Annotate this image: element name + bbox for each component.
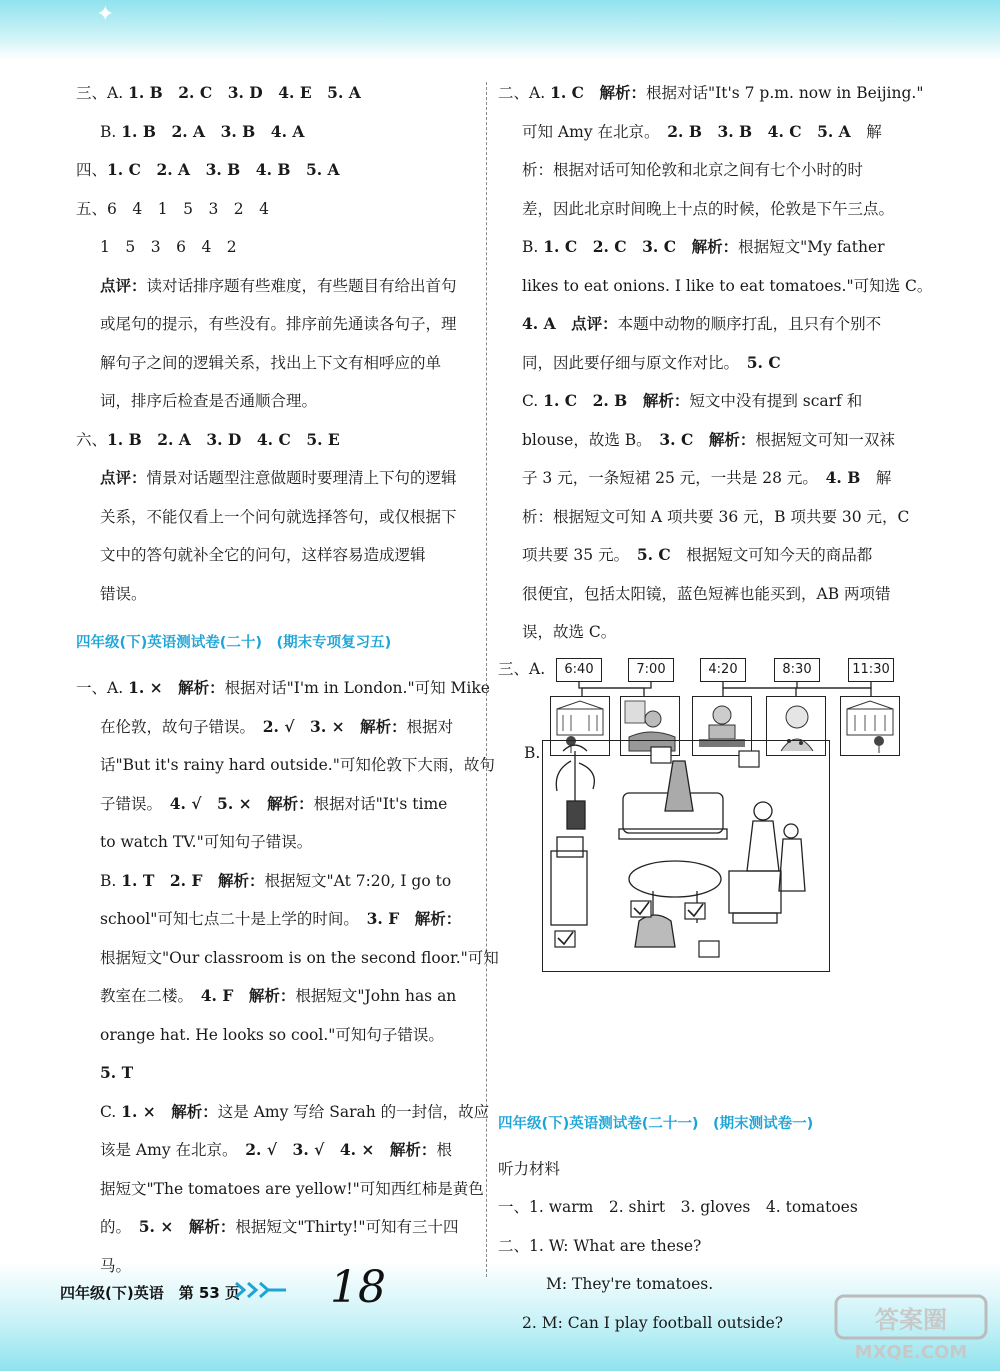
handwritten-page-number: 18 — [330, 1262, 386, 1313]
answer-line: 六、1. B 2. A 3. D 4. C 5. E — [76, 429, 340, 449]
answer-line: 话"But it's rainy hard outside."可知伦敦下大雨，故句 — [100, 756, 495, 774]
answer-line: likes to eat onions. I like to eat tomatoes."可知选 C。 — [522, 276, 933, 295]
answer-line: 很便宜，包括太阳镜，蓝色短裤也能买到，AB 两项错 — [522, 584, 891, 603]
svg-text:MXQE.COM: MXQE.COM — [854, 1342, 968, 1363]
answer-line: 2. M: Can I play football outside? — [522, 1313, 784, 1332]
answer-line: 在伦敦，故句子错误。 2. √ 3. × 解析：根据对 — [100, 716, 454, 736]
answer-line: 解句子之间的逻辑关系，找出上下文有相呼应的单 — [100, 353, 442, 372]
answer-line: 或尾句的提示，有些没有。排序前先通读各句子，理 — [100, 315, 457, 333]
answer-line: to watch TV."可知句子错误。 — [100, 833, 313, 851]
watermark-logo — [832, 1290, 992, 1364]
answer-line: M: They're tomatoes. — [546, 1275, 714, 1293]
svg-text:答案圈: 答案圈 — [875, 1306, 947, 1334]
answer-line: 二、A. 1. C 解析：根据对话"It's 7 p.m. now in Beijing." — [498, 83, 924, 102]
left-answers-block-2 — [76, 669, 499, 1285]
answer-line: 一、A. 1. × 解析：根据对话"I'm in London."可知 Mike — [76, 678, 490, 697]
time-box: 11:30 — [848, 658, 894, 682]
arrow-icon — [232, 1280, 288, 1300]
answer-line: 1 5 3 6 4 2 — [100, 238, 237, 256]
answer-line: 点评：情景对话题型注意做题时要理清上下句的逻辑 — [100, 468, 457, 487]
time-box: 6:40 — [556, 658, 602, 682]
answer-line: B. 1. C 2. C 3. C 解析：根据短文"My father — [522, 237, 885, 256]
answer-line: 析：根据对话可知伦敦和北京之间有七个小时的时 — [522, 161, 864, 179]
answer-line: 误，故选 C。 — [522, 623, 617, 641]
top-decor-band — [0, 0, 1000, 60]
section-title-20: 四年级(下)英语测试卷(二十) (期末专项复习五) — [76, 635, 392, 651]
answer-line: 子错误。 4. √ 5. × 解析：根据对话"It's time — [100, 793, 448, 813]
answer-line: blouse，故选 B。 3. C 解析：根据短文可知一双袜 — [522, 429, 895, 449]
sparkle-icon: ✦ — [96, 2, 115, 27]
right-answers-block-1 — [498, 74, 933, 652]
time-box: 4:20 — [700, 658, 746, 682]
answer-line: B. 1. B 2. A 3. B 4. A — [100, 121, 305, 141]
answer-line: 一、1. warm 2. shirt 3. gloves 4. tomatoes — [498, 1198, 858, 1216]
answer-line: 4. A 点评：本题中动物的顺序打乱，且只有个别不 — [522, 314, 882, 333]
time-box: 7:00 — [628, 658, 674, 682]
answer-line: 析：根据短文可知 A 项共要 36 元，B 项共要 30 元，C — [522, 507, 910, 526]
answer-line: B. 1. T 2. F 解析：根据短文"At 7:20, I go to — [100, 870, 452, 890]
answer-line: 三、A. 1. B 2. C 3. D 4. E 5. A — [76, 83, 361, 102]
answer-line: 的。 5. × 解析：根据短文"Thirty!"可知有三十四 — [100, 1217, 459, 1236]
answer-line: C. 1. C 2. B 解析：短文中没有提到 scarf 和 — [522, 391, 863, 410]
left-column — [76, 74, 499, 1285]
answer-line: 听力材料 — [498, 1159, 561, 1178]
figure-area — [498, 656, 894, 1094]
answer-line: school"可知七点二十是上学的时间。 3. F 解析： — [100, 909, 462, 928]
answer-line: orange hat. He looks so cool."可知句子错误。 — [100, 1025, 444, 1044]
answer-line: 马。 — [100, 1256, 132, 1275]
answer-line: 关系，不能仅看上一个问句就选择答句，或仅根据下 — [100, 507, 457, 526]
answer-line: 据短文"The tomatoes are yellow!"可知西红柿是黄色 — [100, 1179, 484, 1198]
answer-line: 二、1. W: What are these? — [498, 1236, 702, 1255]
answer-line: 5. T — [100, 1063, 134, 1082]
section-title-21: 四年级(下)英语测试卷(二十一) (期末测试卷一) — [498, 1115, 814, 1132]
answer-line: 教室在二楼。 4. F 解析：根据短文"John has an — [100, 986, 457, 1005]
answer-line: 文中的答句就补全它的问句，这样容易造成逻辑 — [100, 546, 426, 564]
room-label: B. — [524, 743, 541, 762]
answer-line: 项共要 35 元。 5. C 根据短文可知今天的商品都 — [522, 545, 873, 564]
answer-line: C. 1. × 解析：这是 Amy 写给 Sarah 的一封信，故应 — [100, 1101, 490, 1121]
left-answers-block-1 — [76, 74, 474, 613]
answer-line: 词，排序后检查是否通顺合理。 — [100, 392, 318, 410]
answer-line: 根据短文"Our classroom is on the second floor."可知 — [100, 948, 499, 967]
living-room-picture — [542, 740, 830, 972]
match-label: 三、A. — [498, 659, 546, 678]
time-box: 8:30 — [774, 658, 820, 682]
answer-line: 五、6 4 1 5 3 2 4 — [76, 199, 270, 218]
answer-line: 四、1. C 2. A 3. B 4. B 5. A — [76, 160, 340, 179]
answer-line: 点评：读对话排序题有些难度，有些题目有给出首句 — [100, 275, 457, 295]
answer-line: 可知 Amy 在北京。 2. B 3. B 4. C 5. A 解 — [522, 121, 882, 141]
answer-line: 错误。 — [100, 584, 147, 603]
picture-school-building-2 — [840, 696, 900, 756]
answer-line: 该是 Amy 在北京。 2. √ 3. √ 4. × 解析：根 — [100, 1140, 452, 1159]
answer-line: 子 3 元，一条短裙 25 元，一共是 28 元。 4. B 解 — [522, 468, 892, 487]
answer-line: 差，因此北京时间晚上十点的时候，伦敦是下午三点。 — [522, 199, 895, 218]
answer-line: 同，因此要仔细与原文作对比。 5. C — [522, 352, 781, 372]
page-footer-label: 四年级(下)英语 第 53 页 — [60, 1284, 241, 1302]
